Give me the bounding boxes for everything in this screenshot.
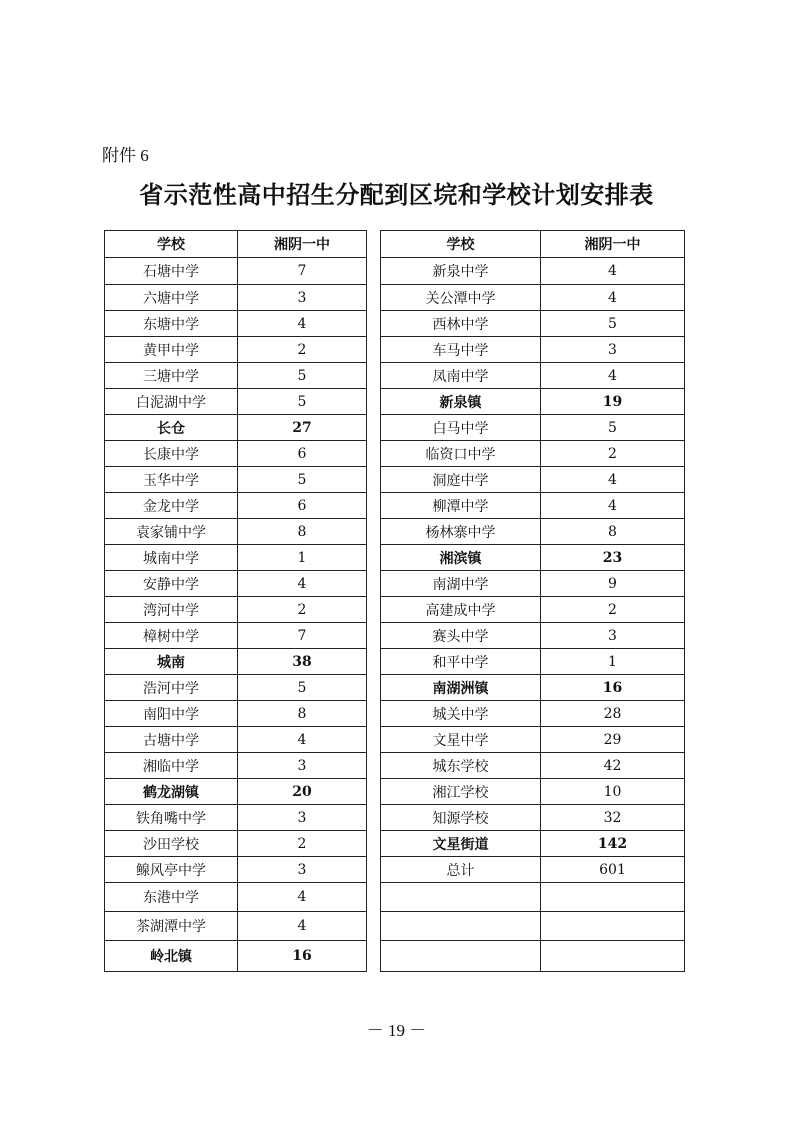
table-row [381,571,685,597]
school-cell: 长仓 [105,415,238,441]
school-cell: 和平中学 [381,649,541,675]
school-cell: 茶湖潭中学 [105,912,238,941]
quota-cell: 1 [541,649,685,675]
table-row [381,493,685,519]
table-row [105,441,367,467]
school-cell: 洞庭中学 [381,467,541,493]
quota-cell: 2 [541,597,685,623]
table-row [105,883,367,912]
table-row [381,779,685,805]
quota-cell: 4 [541,285,685,311]
school-cell: 岭北镇 [105,941,238,972]
school-cell: 城南中学 [105,545,238,571]
table-row [381,675,685,701]
school-cell: 安静中学 [105,571,238,597]
table-row [381,389,685,415]
quota-cell: 16 [238,941,367,972]
table-row [381,337,685,363]
table-row [105,649,367,675]
quota-cell: 32 [541,805,685,831]
school-cell: 城东学校 [381,753,541,779]
school-cell: 玉华中学 [105,467,238,493]
table-row [105,727,367,753]
table-row [381,467,685,493]
page-title: 省示范性高中招生分配到区垸和学校计划安排表 [139,180,654,209]
table-row [381,363,685,389]
quota-cell: 20 [238,779,367,805]
quota-cell: 2 [238,337,367,363]
school-cell: 临资口中学 [381,441,541,467]
table-row [381,912,685,941]
quota-cell: 142 [541,831,685,857]
school-cell: 金龙中学 [105,493,238,519]
quota-cell: 3 [541,623,685,649]
table-row [105,519,367,545]
table-row [381,831,685,857]
column-header-school: 学校 [105,231,238,258]
attachment-label: 附件 6 [102,146,149,165]
table-row [105,675,367,701]
table-header-row [381,231,685,258]
table-row [105,467,367,493]
school-cell: 关公潭中学 [381,285,541,311]
quota-cell: 4 [238,883,367,912]
quota-cell: 4 [238,727,367,753]
school-cell: 文星中学 [381,727,541,753]
school-cell [381,912,541,941]
school-cell: 知源学校 [381,805,541,831]
table-row [381,597,685,623]
school-cell: 浩河中学 [105,675,238,701]
quota-cell: 7 [238,258,367,285]
school-cell: 车马中学 [381,337,541,363]
quota-cell: 5 [238,389,367,415]
quota-cell: 2 [541,441,685,467]
table-row [381,883,685,912]
table-row [105,941,367,972]
school-cell: 南湖中学 [381,571,541,597]
table-row [381,857,685,883]
table-row [105,623,367,649]
school-cell: 三塘中学 [105,363,238,389]
table-row [105,545,367,571]
column-header-quota: 湘阴一中 [541,231,685,258]
table-row [381,701,685,727]
quota-cell: 23 [541,545,685,571]
quota-cell: 5 [541,311,685,337]
table-row [105,857,367,883]
quota-cell: 4 [238,571,367,597]
quota-cell: 10 [541,779,685,805]
table-row [105,285,367,311]
quota-cell: 2 [238,597,367,623]
table-row [381,258,685,285]
school-cell: 鹤龙湖镇 [105,779,238,805]
school-cell [381,883,541,912]
quota-cell: 5 [238,675,367,701]
column-header-quota: 湘阴一中 [238,231,367,258]
table-row [105,912,367,941]
table-row [381,753,685,779]
quota-cell: 4 [238,912,367,941]
table-row [105,805,367,831]
table-row [105,701,367,727]
school-cell [381,941,541,972]
table-row [381,415,685,441]
quota-cell: 2 [238,831,367,857]
table-row [105,571,367,597]
school-cell: 樟树中学 [105,623,238,649]
quota-cell: 38 [238,649,367,675]
school-cell: 新泉镇 [381,389,541,415]
school-cell: 城南 [105,649,238,675]
school-cell: 袁家铺中学 [105,519,238,545]
quota-cell: 601 [541,857,685,883]
school-cell: 杨林寨中学 [381,519,541,545]
school-cell: 南湖洲镇 [381,675,541,701]
quota-cell: 16 [541,675,685,701]
table-row [105,493,367,519]
school-cell: 凤南中学 [381,363,541,389]
school-cell: 长康中学 [105,441,238,467]
quota-cell: 3 [541,337,685,363]
table-row [381,727,685,753]
quota-cell [541,883,685,912]
table-row [105,753,367,779]
school-cell: 城关中学 [381,701,541,727]
school-cell: 白马中学 [381,415,541,441]
quota-cell: 4 [541,363,685,389]
table-row [381,805,685,831]
school-cell: 高建成中学 [381,597,541,623]
school-cell: 铁角嘴中学 [105,805,238,831]
table-row [381,441,685,467]
quota-cell: 5 [238,363,367,389]
quota-cell: 27 [238,415,367,441]
school-cell: 湾河中学 [105,597,238,623]
quota-cell: 8 [541,519,685,545]
quota-cell [541,941,685,972]
school-cell: 南阳中学 [105,701,238,727]
quota-cell: 3 [238,285,367,311]
quota-cell: 3 [238,857,367,883]
page-number: － 19 － [366,1021,427,1040]
quota-cell: 4 [541,493,685,519]
quota-cell: 8 [238,519,367,545]
table-row [105,363,367,389]
table-row [105,779,367,805]
table-row [105,389,367,415]
allocation-table-right [380,230,685,972]
table-row [381,285,685,311]
quota-cell: 9 [541,571,685,597]
school-cell: 文星街道 [381,831,541,857]
quota-cell: 3 [238,805,367,831]
school-cell: 新泉中学 [381,258,541,285]
school-cell: 西林中学 [381,311,541,337]
school-cell: 沙田学校 [105,831,238,857]
table-row [105,597,367,623]
column-header-school: 学校 [381,231,541,258]
school-cell: 总计 [381,857,541,883]
quota-cell: 5 [541,415,685,441]
school-cell: 柳潭中学 [381,493,541,519]
quota-cell: 28 [541,701,685,727]
school-cell: 石塘中学 [105,258,238,285]
table-row [105,258,367,285]
table-row [381,311,685,337]
quota-cell: 5 [238,467,367,493]
quota-cell: 42 [541,753,685,779]
table-row [105,337,367,363]
school-cell: 湘临中学 [105,753,238,779]
quota-cell: 4 [238,311,367,337]
quota-cell: 4 [541,467,685,493]
table-header-row [105,231,367,258]
allocation-table-left [104,230,367,972]
school-cell: 湘滨镇 [381,545,541,571]
quota-cell: 3 [238,753,367,779]
quota-cell: 6 [238,441,367,467]
school-cell: 白泥湖中学 [105,389,238,415]
quota-cell: 7 [238,623,367,649]
quota-cell [541,912,685,941]
school-cell: 鳈风亭中学 [105,857,238,883]
table-row [105,415,367,441]
table-row [381,545,685,571]
quota-cell: 8 [238,701,367,727]
school-cell: 古塘中学 [105,727,238,753]
school-cell: 东塘中学 [105,311,238,337]
school-cell: 湘江学校 [381,779,541,805]
school-cell: 六塘中学 [105,285,238,311]
school-cell: 东港中学 [105,883,238,912]
table-row [381,623,685,649]
school-cell: 黄甲中学 [105,337,238,363]
school-cell: 赛头中学 [381,623,541,649]
quota-cell: 4 [541,258,685,285]
table-row [381,649,685,675]
quota-cell: 29 [541,727,685,753]
table-row [381,941,685,972]
table-row [105,311,367,337]
table-row [105,831,367,857]
quota-cell: 19 [541,389,685,415]
table-row [381,519,685,545]
quota-cell: 1 [238,545,367,571]
quota-cell: 6 [238,493,367,519]
